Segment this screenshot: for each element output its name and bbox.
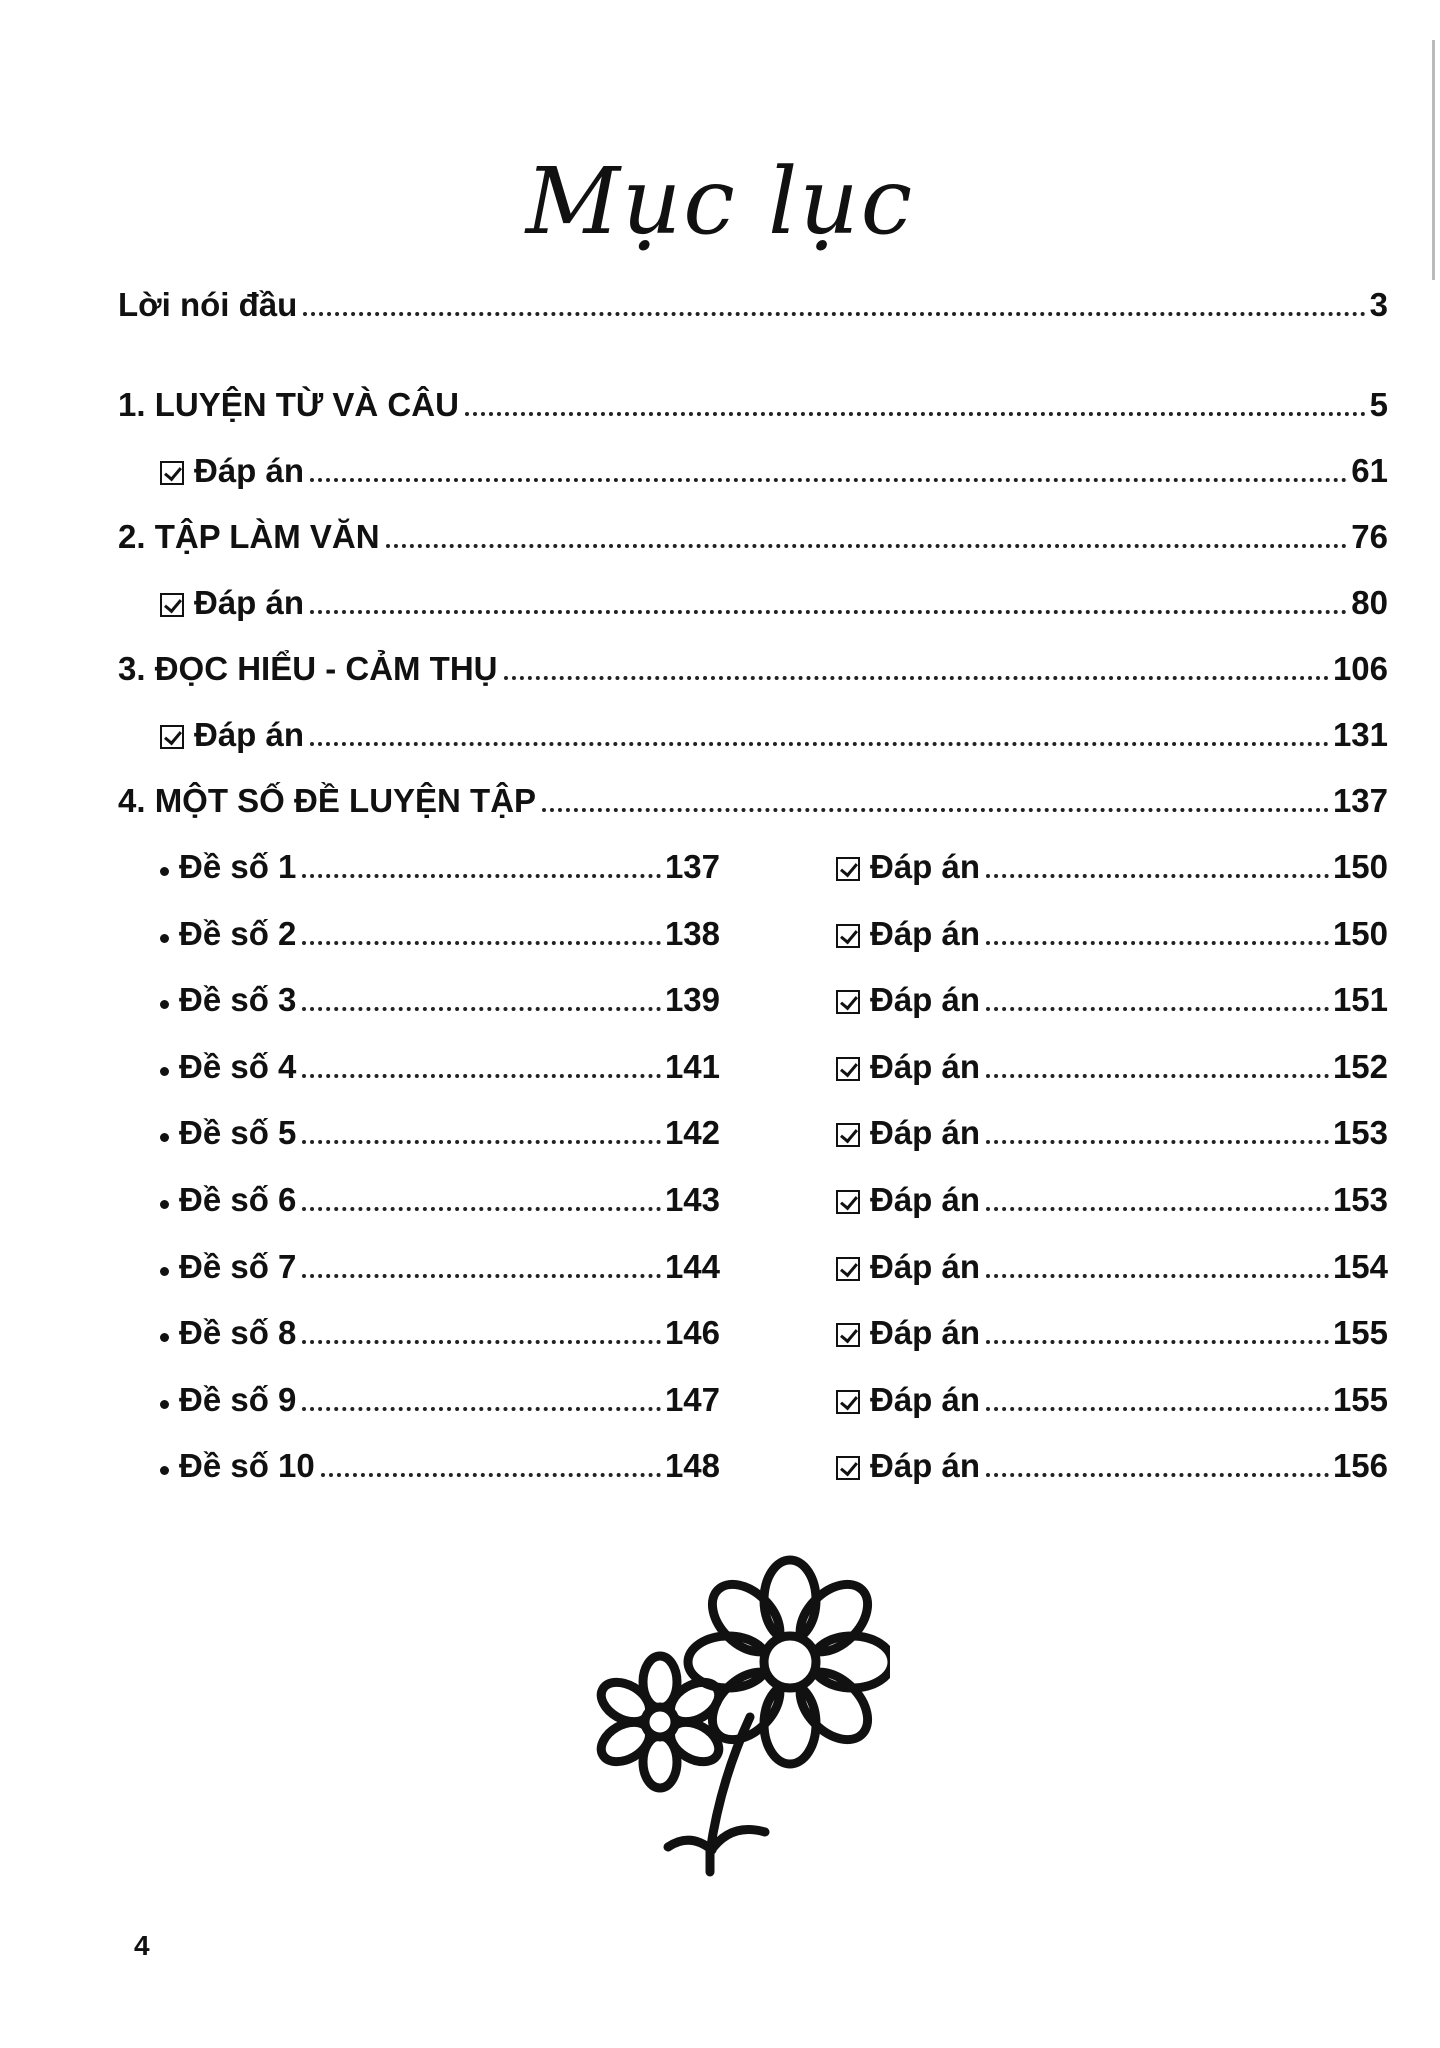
dot-leader (986, 874, 1329, 878)
flower-icon (590, 1552, 890, 1882)
dot-leader (302, 941, 661, 945)
toc-entry-label: Đáp án (194, 716, 305, 753)
toc-entry-label: Đáp án (870, 1181, 981, 1218)
toc-entry-test-5[interactable] (160, 1108, 720, 1152)
toc-entry-test-7[interactable] (160, 1242, 720, 1286)
toc-entry-test-6[interactable] (160, 1175, 720, 1219)
dot-leader (303, 312, 1365, 316)
toc-entry-page: 137 (1332, 782, 1388, 819)
toc-entry-page: 143 (664, 1181, 720, 1218)
dot-leader (310, 610, 1347, 614)
dot-leader (310, 478, 1347, 482)
dot-leader (302, 1274, 661, 1278)
page-number: 4 (134, 1930, 150, 1961)
toc-entry-page: 139 (664, 981, 720, 1018)
bullet-icon (160, 934, 169, 943)
toc-entry-page: 137 (664, 848, 720, 885)
toc-entry-test-8[interactable] (160, 1308, 720, 1352)
toc-entry-page: 5 (1369, 386, 1388, 423)
checkbox-icon (160, 593, 184, 617)
toc-entry-section-2[interactable] (118, 512, 1388, 556)
dot-leader (302, 874, 661, 878)
toc-entry-section-1[interactable] (118, 380, 1388, 424)
toc-entry-label: Đề số 3 (179, 981, 297, 1018)
checkbox-icon (836, 1057, 860, 1081)
checkbox-icon (836, 857, 860, 881)
toc-entry-label: Đáp án (870, 848, 981, 885)
toc-entry-test-2[interactable] (160, 909, 720, 953)
bullet-icon (160, 867, 169, 876)
checkbox-icon (836, 1323, 860, 1347)
dot-leader (986, 1007, 1329, 1011)
toc-entry-label: 3. ĐỌC HIỂU - CẢM THỤ (118, 650, 498, 687)
toc-entry-label: Lời nói đầu (118, 286, 298, 323)
toc-entry-label: 4. MỘT SỐ ĐỀ LUYỆN TẬP (118, 782, 537, 819)
dot-leader (302, 1074, 661, 1078)
toc-entry-section-4[interactable] (118, 776, 1388, 820)
toc-entry-section-3[interactable] (118, 644, 1388, 688)
toc-entry-page: 153 (1332, 1114, 1388, 1151)
toc-entry-label: 2. TẬP LÀM VĂN (118, 518, 380, 555)
toc-entry-page: 61 (1351, 452, 1388, 489)
dot-leader (302, 1140, 661, 1144)
toc-entry-page: 148 (664, 1447, 720, 1484)
toc-entry-test-answers-8[interactable] (836, 1308, 1388, 1352)
dot-leader (310, 742, 1329, 746)
toc-entry-test-answers-4[interactable] (836, 1042, 1388, 1086)
toc-entry-page: 155 (1332, 1314, 1388, 1351)
toc-entry-page: 155 (1332, 1381, 1388, 1418)
toc-entry-test-answers-10[interactable] (836, 1441, 1388, 1485)
toc-entry-label: Đáp án (870, 1114, 981, 1151)
toc-entry-page: 154 (1332, 1248, 1388, 1285)
checkbox-icon (836, 1257, 860, 1281)
toc-entry-label: Đề số 6 (179, 1181, 297, 1218)
toc-entry-page: 142 (664, 1114, 720, 1151)
toc-entry-page: 76 (1351, 518, 1388, 555)
toc-entry-page: 138 (664, 915, 720, 952)
bullet-icon (160, 1333, 169, 1342)
toc-entry-preface[interactable] (118, 280, 1388, 324)
toc-entry-page: 147 (664, 1381, 720, 1418)
toc-entry-answers-3[interactable] (160, 710, 1388, 754)
checkbox-icon (836, 1190, 860, 1214)
dot-leader (504, 676, 1329, 680)
toc-entry-test-answers-7[interactable] (836, 1242, 1388, 1286)
toc-entry-page: 146 (664, 1314, 720, 1351)
dot-leader (542, 808, 1329, 812)
bullet-icon (160, 1067, 169, 1076)
dot-leader (986, 1407, 1329, 1411)
toc-entry-page: 153 (1332, 1181, 1388, 1218)
bullet-icon (160, 1000, 169, 1009)
toc-entry-page: 106 (1332, 650, 1388, 687)
page-title: Mục lục (525, 147, 915, 255)
dot-leader (386, 544, 1348, 548)
dot-leader (986, 941, 1329, 945)
toc-entry-label: Đáp án (870, 1314, 981, 1351)
toc-entry-page: 131 (1332, 716, 1388, 753)
toc-entry-test-4[interactable] (160, 1042, 720, 1086)
toc-entry-label: Đáp án (194, 452, 305, 489)
toc-entry-label: Đề số 2 (179, 915, 297, 952)
toc-entry-page: 156 (1332, 1447, 1388, 1484)
toc-entry-label: Đề số 7 (179, 1248, 297, 1285)
toc-entry-test-10[interactable] (160, 1441, 720, 1485)
bullet-icon (160, 1400, 169, 1409)
toc-entry-page: 150 (1332, 915, 1388, 952)
bullet-icon (160, 1267, 169, 1276)
toc-entry-test-answers-2[interactable] (836, 909, 1388, 953)
checkbox-icon (836, 1456, 860, 1480)
toc-entry-test-answers-9[interactable] (836, 1375, 1388, 1419)
toc-entry-test-3[interactable] (160, 975, 720, 1019)
dot-leader (302, 1407, 661, 1411)
toc-entry-label: Đề số 1 (179, 848, 297, 885)
toc-entry-test-answers-3[interactable] (836, 975, 1388, 1019)
toc-entry-label: Đề số 4 (179, 1048, 297, 1085)
toc-entry-page: 144 (664, 1248, 720, 1285)
bullet-icon (160, 1133, 169, 1142)
toc-entry-answers-1[interactable] (160, 446, 1388, 490)
dot-leader (986, 1340, 1329, 1344)
checkbox-icon (160, 725, 184, 749)
bullet-icon (160, 1466, 169, 1475)
toc-entry-label: Đáp án (870, 1381, 981, 1418)
toc-entry-label: Đề số 10 (179, 1447, 315, 1484)
toc-entry-label: Đề số 8 (179, 1314, 297, 1351)
toc-entry-page: 152 (1332, 1048, 1388, 1085)
toc-entry-label: Đề số 5 (179, 1114, 297, 1151)
toc-entry-page: 3 (1369, 286, 1388, 323)
toc-entry-label: Đáp án (870, 981, 981, 1018)
toc-entry-page: 141 (664, 1048, 720, 1085)
checkbox-icon (836, 1390, 860, 1414)
dot-leader (465, 412, 1366, 416)
checkbox-icon (836, 1123, 860, 1147)
toc-entry-test-answers-6[interactable] (836, 1175, 1388, 1219)
toc-entry-label: Đáp án (870, 1447, 981, 1484)
dot-leader (302, 1340, 661, 1344)
bullet-icon (160, 1200, 169, 1209)
toc-entry-test-answers-5[interactable] (836, 1108, 1388, 1152)
dot-leader (986, 1074, 1329, 1078)
dot-leader (302, 1007, 661, 1011)
dot-leader (986, 1473, 1329, 1477)
dot-leader (302, 1207, 661, 1211)
checkbox-icon (836, 924, 860, 948)
toc-entry-label: Đáp án (870, 1248, 981, 1285)
checkbox-icon (836, 990, 860, 1014)
toc-entry-page: 150 (1332, 848, 1388, 885)
dot-leader (986, 1140, 1329, 1144)
toc-entry-label: Đáp án (870, 915, 981, 952)
toc-entry-label: 1. LUYỆN TỪ VÀ CÂU (118, 386, 459, 423)
dot-leader (986, 1207, 1329, 1211)
toc-entry-label: Đáp án (194, 584, 305, 621)
toc-entry-label: Đề số 9 (179, 1381, 297, 1418)
toc-entry-page: 151 (1332, 981, 1388, 1018)
toc-entry-label: Đáp án (870, 1048, 981, 1085)
toc-entry-test-9[interactable] (160, 1375, 720, 1419)
dot-leader (986, 1274, 1329, 1278)
toc-entry-test-answers-1[interactable] (836, 842, 1388, 886)
checkbox-icon (160, 461, 184, 485)
dot-leader (321, 1473, 661, 1477)
toc-entry-test-1[interactable] (160, 842, 720, 886)
toc-entry-answers-2[interactable] (160, 578, 1388, 622)
toc-entry-page: 80 (1351, 584, 1388, 621)
